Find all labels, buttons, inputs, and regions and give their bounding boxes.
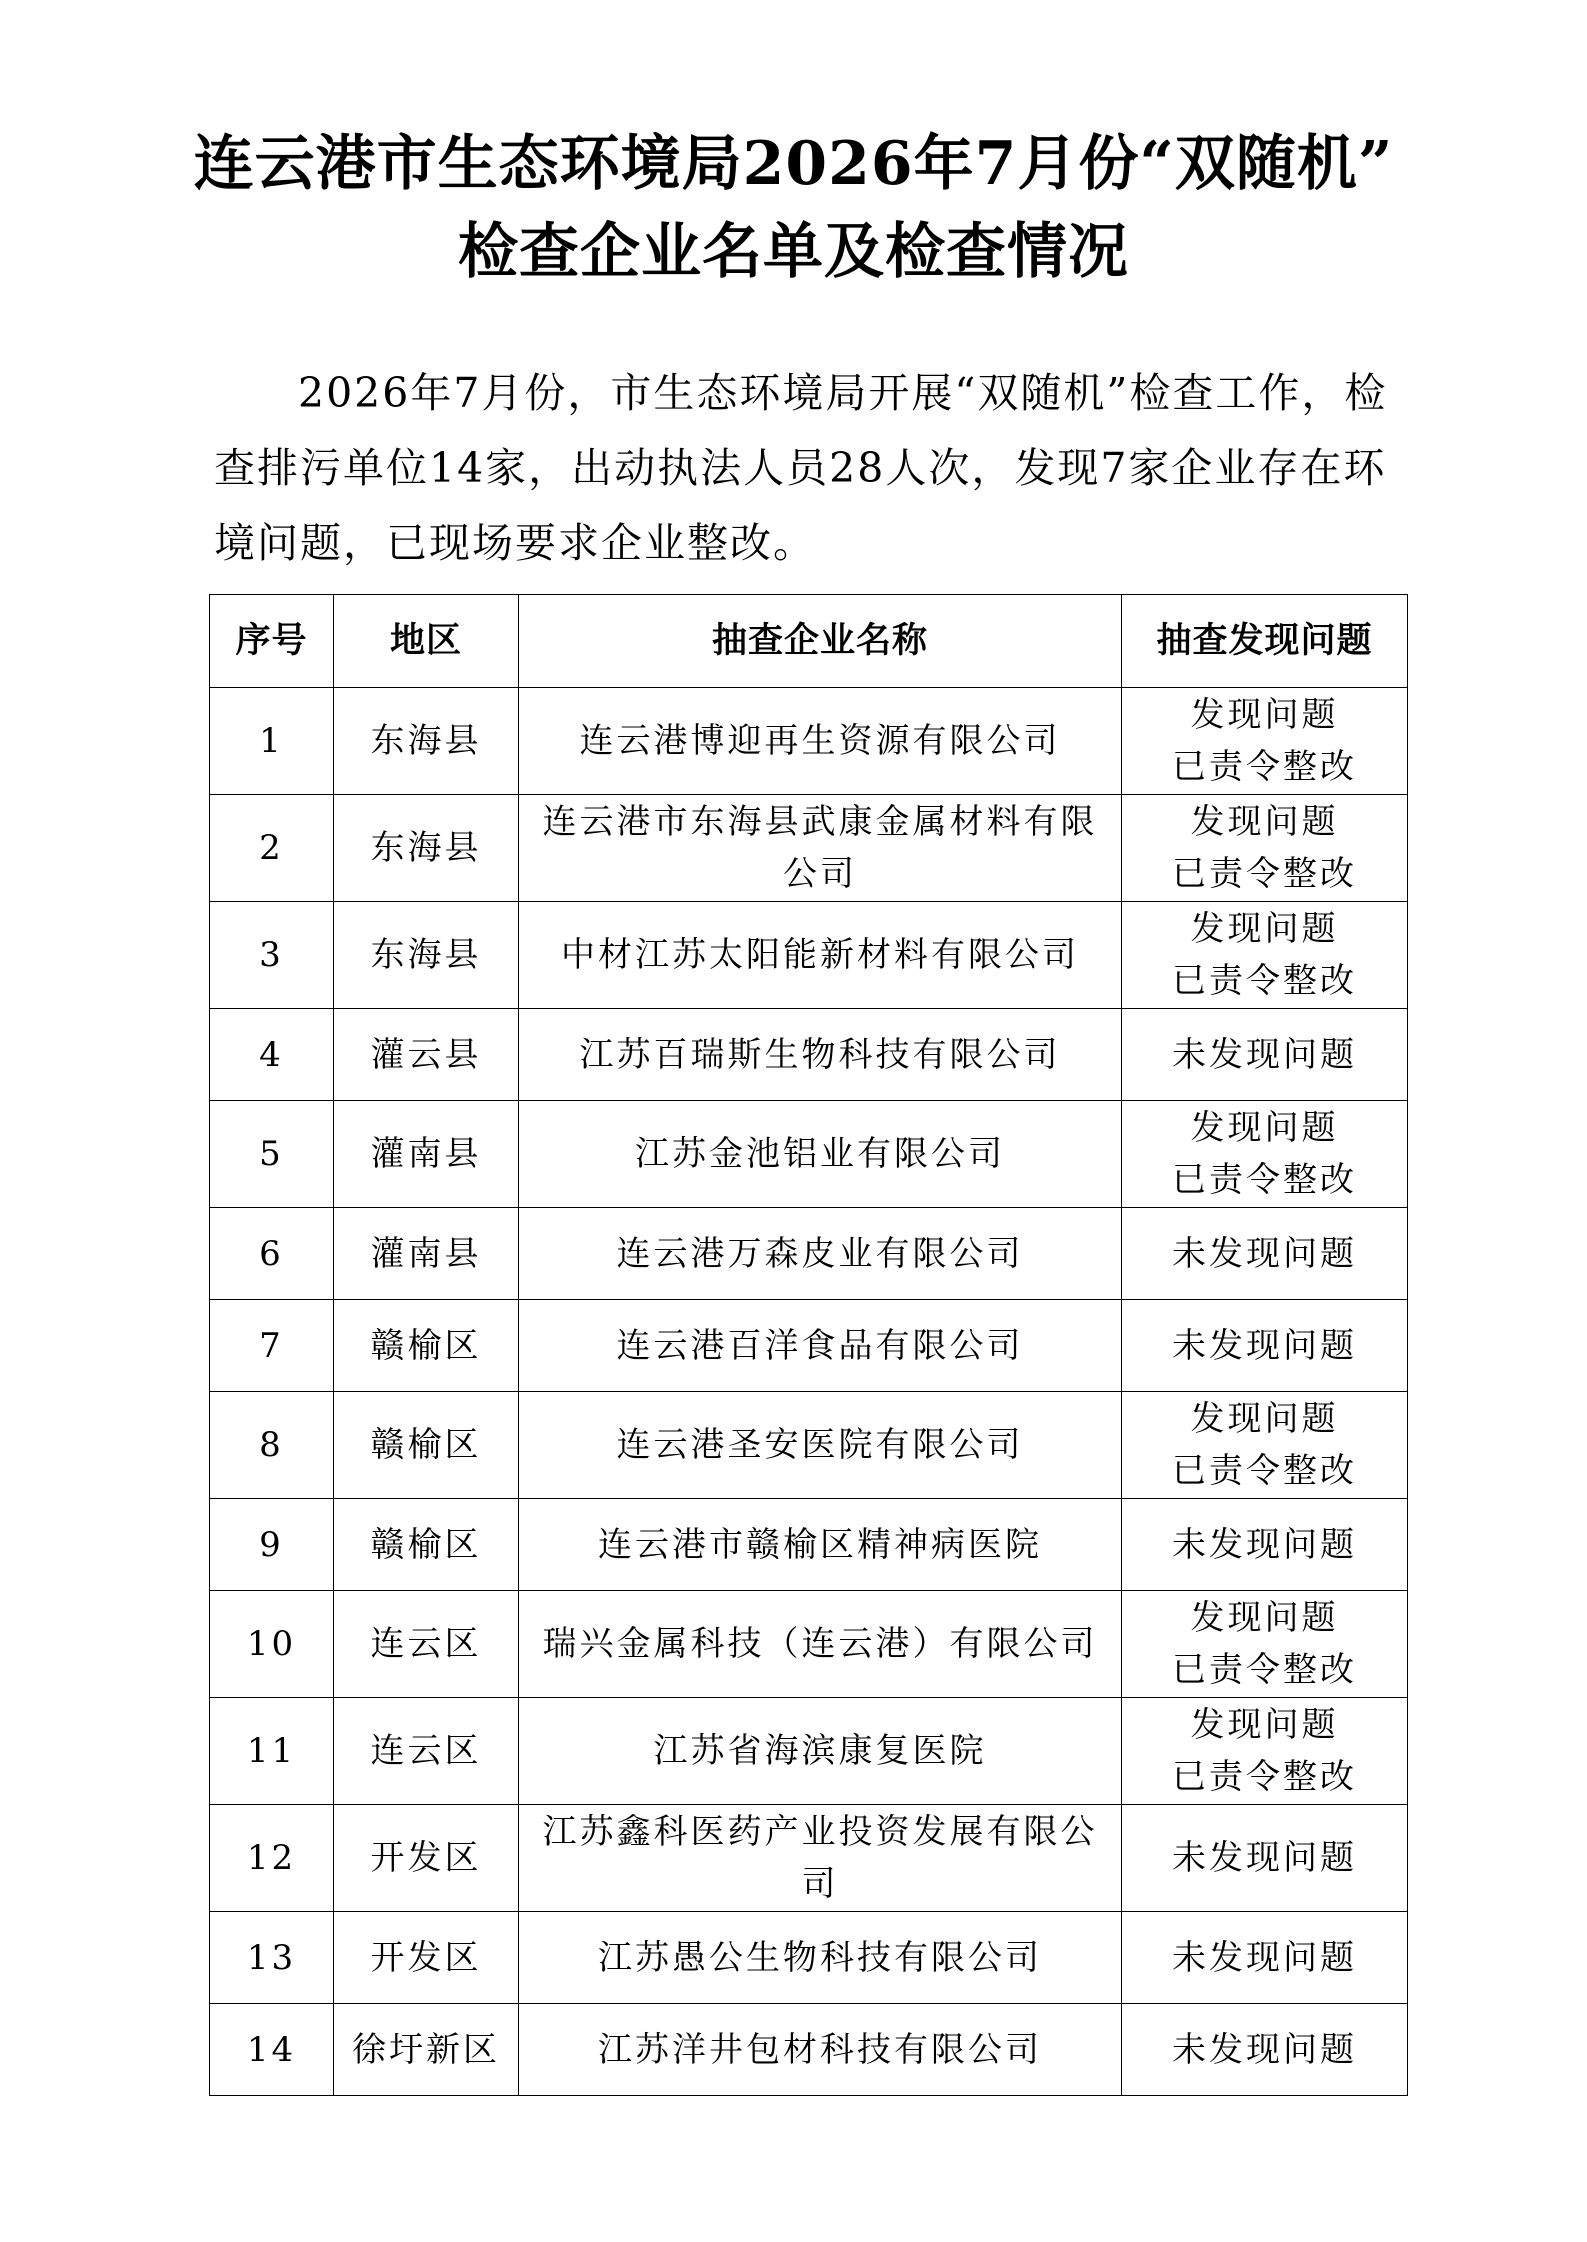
cell-company: 连云港市赣榆区精神病医院: [519, 1499, 1122, 1591]
result-line-2: 已责令整改: [1172, 1451, 1357, 1491]
document-title: [150, 120, 1437, 296]
header-area: 地区: [334, 595, 519, 688]
table-row: [210, 1912, 1408, 2004]
cell-no: 1: [210, 688, 334, 795]
cell-company: 江苏金池铝业有限公司: [519, 1101, 1122, 1208]
cell-company: 连云港万森皮业有限公司: [519, 1208, 1122, 1300]
cell-area: 赣榆区: [334, 1499, 519, 1591]
cell-no: 10: [210, 1591, 334, 1698]
table-header-row: [210, 595, 1408, 688]
table-row: [210, 1499, 1408, 1591]
cell-area: 连云区: [334, 1591, 519, 1698]
cell-company: 江苏鑫科医药产业投资发展有限公司: [519, 1805, 1122, 1912]
table-row: [210, 1009, 1408, 1101]
cell-company: 江苏省海滨康复医院: [519, 1698, 1122, 1805]
table-row: [210, 1300, 1408, 1392]
cell-result: [1122, 1392, 1408, 1499]
cell-result: [1122, 1912, 1408, 2004]
cell-result: [1122, 902, 1408, 1009]
result-line-1: 发现问题: [1190, 1108, 1339, 1148]
cell-result: [1122, 1300, 1408, 1392]
result-line-1: 发现问题: [1190, 1705, 1339, 1745]
result-line-1: 未发现问题: [1172, 1034, 1357, 1075]
cell-no: 3: [210, 902, 334, 1009]
title-line-1: 连云港市生态环境局2026年7月份“双随机”: [193, 129, 1394, 199]
cell-company: 江苏百瑞斯生物科技有限公司: [519, 1009, 1122, 1101]
cell-result: [1122, 1591, 1408, 1698]
cell-no: 5: [210, 1101, 334, 1208]
cell-area: 东海县: [334, 795, 519, 902]
cell-area: 徐圩新区: [334, 2004, 519, 2096]
inspection-table: [209, 594, 1408, 2096]
cell-area: 灌南县: [334, 1101, 519, 1208]
cell-company: 连云港百洋食品有限公司: [519, 1300, 1122, 1392]
cell-result: [1122, 795, 1408, 902]
cell-no: 8: [210, 1392, 334, 1499]
cell-no: 13: [210, 1912, 334, 2004]
header-result: 抽查发现问题: [1122, 595, 1408, 688]
result-line-2: 已责令整改: [1172, 854, 1357, 894]
cell-no: 4: [210, 1009, 334, 1101]
table-row: [210, 795, 1408, 902]
table-row: [210, 1805, 1408, 1912]
cell-result: [1122, 1499, 1408, 1591]
cell-area: 开发区: [334, 1912, 519, 2004]
cell-company: 连云港市东海县武康金属材料有限公司: [519, 795, 1122, 902]
table-row: [210, 1392, 1408, 1499]
cell-no: 2: [210, 795, 334, 902]
result-line-1: 发现问题: [1190, 802, 1339, 842]
cell-no: 9: [210, 1499, 334, 1591]
cell-no: 14: [210, 2004, 334, 2096]
table-body: [210, 688, 1408, 2096]
table-row: [210, 1101, 1408, 1208]
cell-company: 连云港博迎再生资源有限公司: [519, 688, 1122, 795]
result-line-2: 已责令整改: [1172, 961, 1357, 1001]
cell-area: 赣榆区: [334, 1392, 519, 1499]
cell-area: 开发区: [334, 1805, 519, 1912]
table-row: [210, 1208, 1408, 1300]
cell-no: 12: [210, 1805, 334, 1912]
table-row: [210, 688, 1408, 795]
result-line-1: 发现问题: [1190, 909, 1339, 949]
header-company: 抽查企业名称: [519, 595, 1122, 688]
cell-company: 江苏愚公生物科技有限公司: [519, 1912, 1122, 2004]
result-line-2: 已责令整改: [1172, 747, 1357, 787]
cell-company: 江苏洋井包材科技有限公司: [519, 2004, 1122, 2096]
cell-result: [1122, 1208, 1408, 1300]
cell-area: 赣榆区: [334, 1300, 519, 1392]
cell-result: [1122, 688, 1408, 795]
cell-result: [1122, 2004, 1408, 2096]
title-line-2: 检查企业名单及检查情况: [458, 217, 1129, 287]
result-line-1: 未发现问题: [1172, 1937, 1357, 1978]
cell-area: 东海县: [334, 688, 519, 795]
result-line-1: 未发现问题: [1172, 1838, 1357, 1878]
result-line-2: 已责令整改: [1172, 1160, 1357, 1200]
result-line-1: 未发现问题: [1172, 1325, 1357, 1366]
result-line-2: 已责令整改: [1172, 1757, 1357, 1797]
cell-area: 灌云县: [334, 1009, 519, 1101]
result-line-1: 未发现问题: [1172, 1524, 1357, 1565]
cell-company: 中材江苏太阳能新材料有限公司: [519, 902, 1122, 1009]
result-line-1: 发现问题: [1190, 1399, 1339, 1439]
result-line-1: 未发现问题: [1172, 2029, 1357, 2070]
cell-no: 6: [210, 1208, 334, 1300]
cell-company: 瑞兴金属科技（连云港）有限公司: [519, 1591, 1122, 1698]
result-line-1: 发现问题: [1190, 695, 1339, 735]
cell-result: [1122, 1101, 1408, 1208]
cell-area: 连云区: [334, 1698, 519, 1805]
cell-area: 东海县: [334, 902, 519, 1009]
cell-no: 11: [210, 1698, 334, 1805]
cell-area: 灌南县: [334, 1208, 519, 1300]
intro-paragraph: 2026年7月份，市生态环境局开展“双随机”检查工作，检查排污单位14家，出动执法人员28人次，发现7家企业存在环境问题，已现场要求企业整改。: [214, 369, 1388, 567]
table-row: [210, 1591, 1408, 1698]
cell-company: 连云港圣安医院有限公司: [519, 1392, 1122, 1499]
cell-result: [1122, 1805, 1408, 1912]
result-line-1: 未发现问题: [1172, 1233, 1357, 1274]
cell-result: [1122, 1009, 1408, 1101]
table-row: [210, 1698, 1408, 1805]
header-no: 序号: [210, 595, 334, 688]
cell-result: [1122, 1698, 1408, 1805]
table-row: [210, 902, 1408, 1009]
cell-no: 7: [210, 1300, 334, 1392]
result-line-1: 发现问题: [1190, 1598, 1339, 1638]
table-row: [210, 2004, 1408, 2096]
result-line-2: 已责令整改: [1172, 1650, 1357, 1690]
